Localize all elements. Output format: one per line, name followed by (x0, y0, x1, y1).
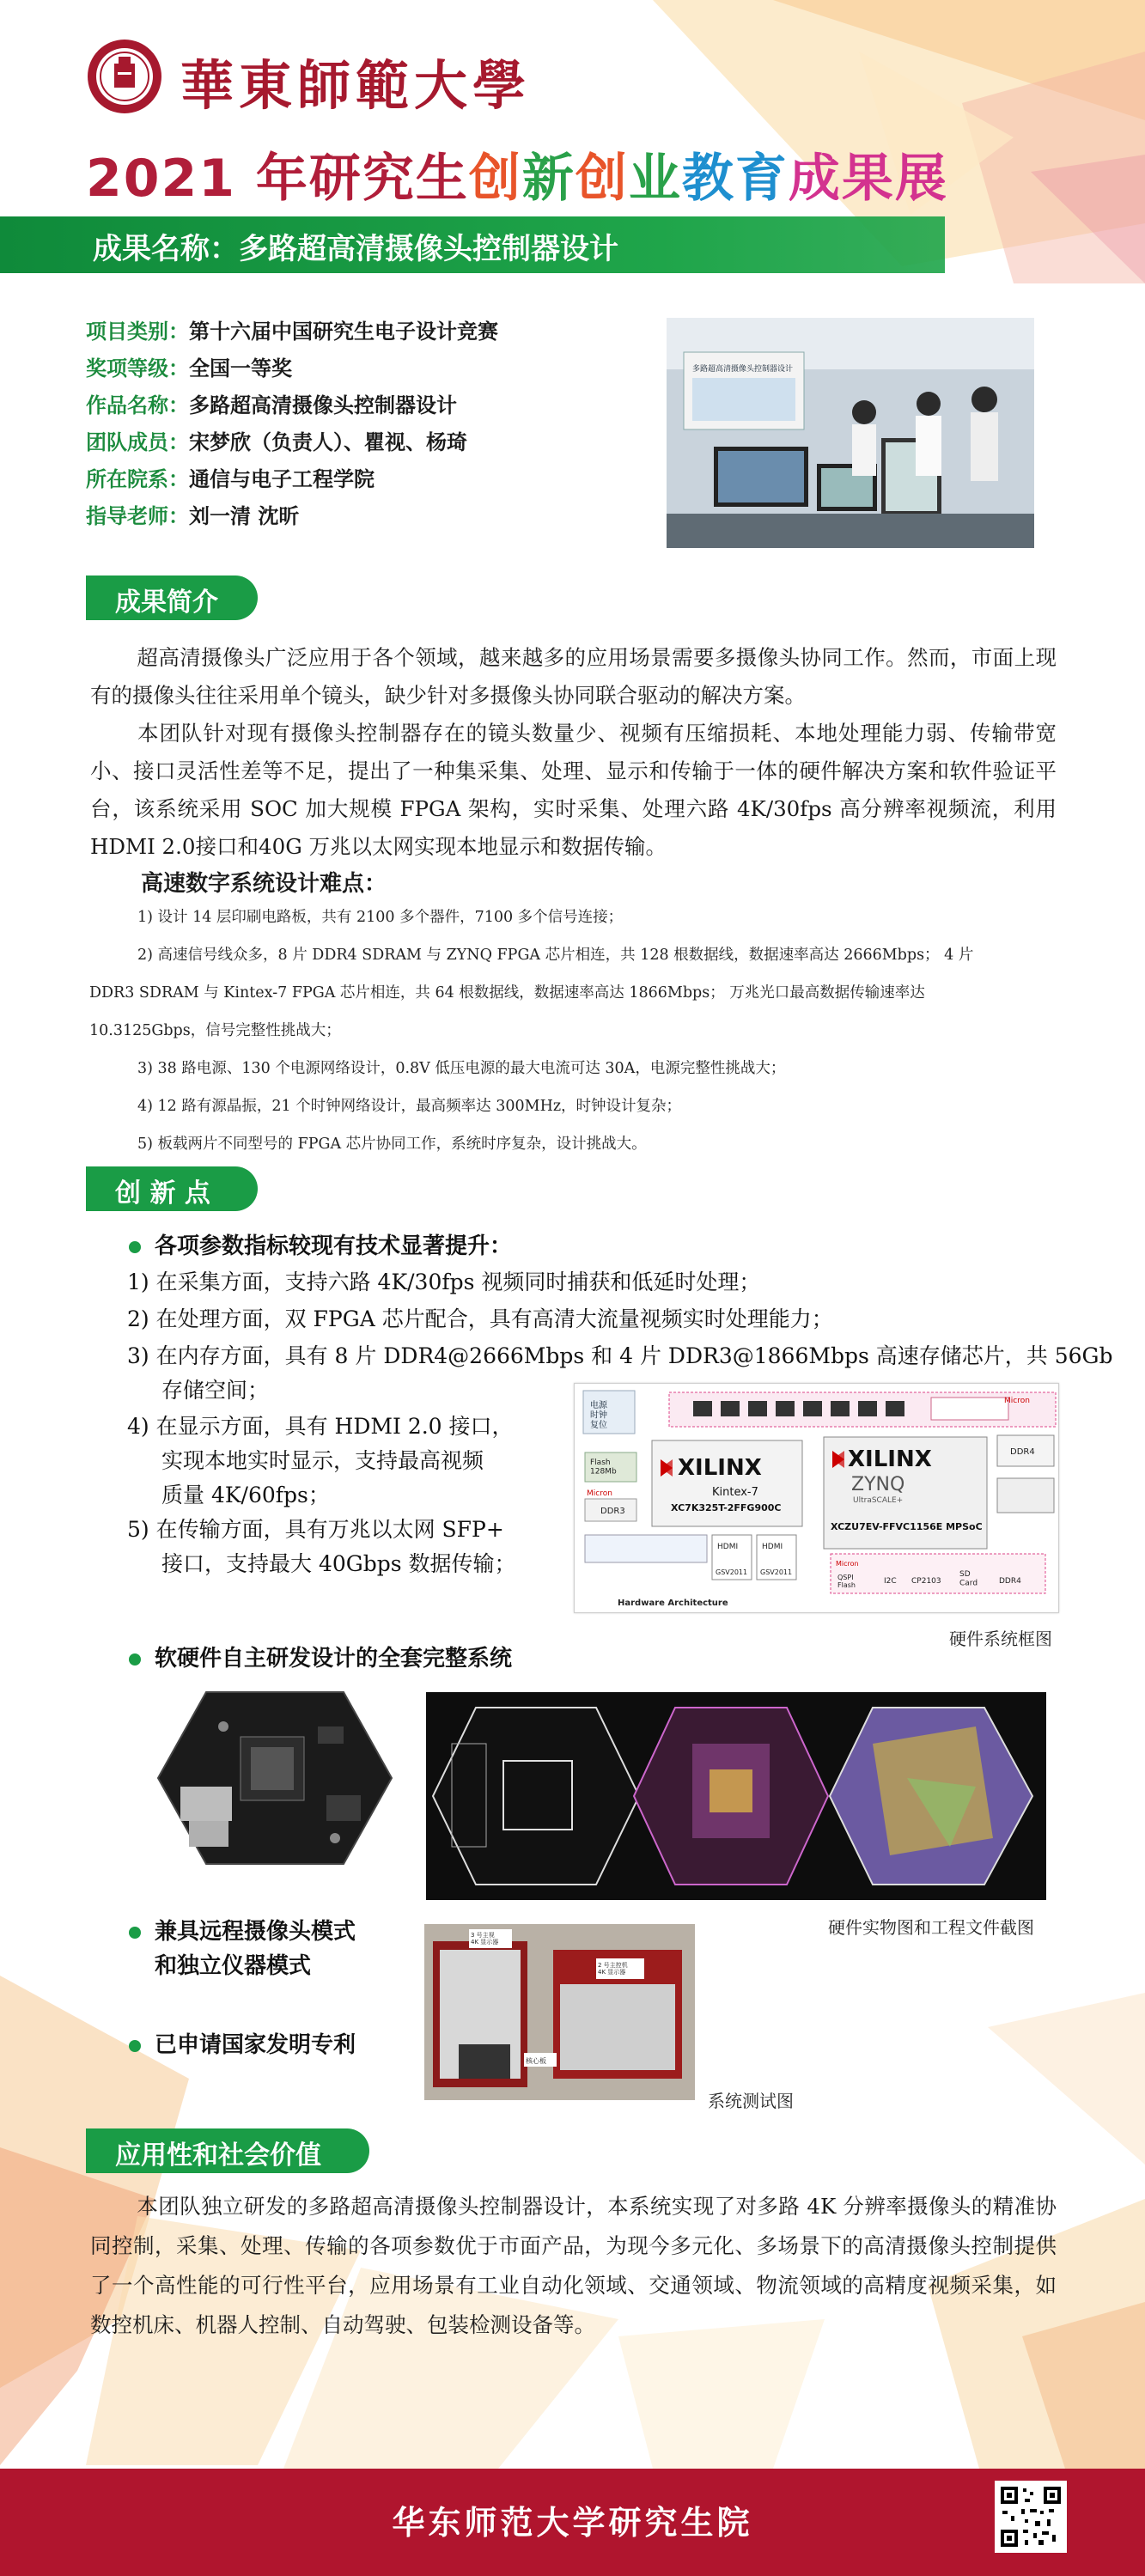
title-char: 创 (575, 149, 629, 209)
test-label-3: 核心板 (526, 2057, 546, 2065)
bullet-dot (129, 1653, 141, 1666)
qr-code-icon (995, 2481, 1067, 2553)
value-paragraph (90, 2187, 1057, 2345)
info-row (86, 425, 467, 455)
innovation-heading-2-text: 软硬件自主研发设计的全套完整系统 (155, 1646, 513, 1672)
hw-power: 电源时钟复位 (590, 1401, 607, 1430)
summary-paragraph-1 (90, 639, 1057, 715)
bullet-dot (129, 2040, 141, 2052)
innovation-item: 3) 在内存方面，具有 8 片 DDR4@2666Mbps 和 4 片 DDR3@1866Mbps 高速存储芯片，共 56Gb (127, 1343, 1113, 1368)
difficulty-item: 2) 高速信号线众多，8 片 DDR4 SDRAM 与 ZYNQ FPGA 芯片相连，共 128 根数据线，数据速率高达 2666Mbps； 4 片 (137, 947, 974, 964)
info-key: 团队成员： (86, 429, 189, 454)
title-char: 教育 (681, 149, 789, 209)
innovation-heading-3b: 和独立仪器模式 (155, 1953, 312, 1979)
section-tag-summary: 成果简介 (86, 575, 258, 620)
university-logo (86, 38, 163, 115)
hw-right-brand: XILINX (848, 1446, 932, 1472)
info-key: 奖项等级： (86, 356, 189, 381)
summary-paragraph-2 (90, 715, 1057, 866)
footer-text: 华东师范大学研究生院 (392, 2503, 753, 2542)
caption-layout: 硬件实物图和工程文件截图 (828, 1917, 1034, 1938)
info-key: 所在院系： (86, 466, 189, 491)
hw-micron-1: Micron (587, 1489, 612, 1498)
innovation-heading-2 (129, 1641, 512, 1672)
innovation-item: 1) 在采集方面，支持六路 4K/30fps 视频同时捕获和低延时处理； (127, 1270, 761, 1294)
caption-test: 系统测试图 (708, 2091, 794, 2111)
hw-gsv1: GSV2011 (716, 1568, 748, 1576)
hw-caption: Hardware Architecture (618, 1599, 728, 1608)
summary-text-1: 超高清摄像头广泛应用于各个领域，越来越多的应用场景需要多摄像头协同工作。然而，市面上现有的摄像头往往采用单个镜头，缺少针对多摄像头协同联合驱动的解决方案。 (90, 645, 1057, 708)
section-tag-innovation: 创 新 点 (86, 1166, 258, 1211)
info-value: 多路超高清摄像头控制器设计 (189, 393, 457, 417)
bullet-dot (129, 1927, 141, 1939)
photo-board-text: 多路超高清摄像头控制器设计 (692, 365, 794, 374)
innovation-heading-3 (129, 1914, 356, 1946)
difficulty-item: 4) 12 路有源晶振，21 个时钟网络设计，最高频率达 300MHz，时钟设计复杂； (137, 1098, 682, 1115)
hw-ddr4a: DDR4 (1010, 1447, 1035, 1457)
project-name-title: 成果名称：多路超高清摄像头控制器设计 (93, 232, 618, 266)
title-part1: 2021 年研究生 (86, 149, 469, 209)
innovation-item: 实现本地实时显示，支持最高视频 (161, 1448, 484, 1473)
difficulties-title: 高速数字系统设计难点： (141, 871, 387, 897)
section-tag-value: 应用性和社会价值 (86, 2128, 369, 2173)
hw-gsv2: GSV2011 (760, 1568, 793, 1576)
info-value: 宋梦欣（负责人）、瞿视、杨琦 (189, 429, 467, 454)
hw-ddr4b: DDR4 (999, 1577, 1021, 1586)
bullet-dot (129, 1241, 141, 1253)
title-char: 业 (628, 149, 682, 209)
hw-ddr3: DDR3 (600, 1507, 625, 1516)
info-value: 第十六届中国研究生电子设计竞赛 (189, 319, 498, 344)
university-name: 華東師範大學 (180, 54, 532, 117)
innovation-item: 质量 4K/60fps； (161, 1483, 330, 1507)
hw-qspi: QSPI Flash (837, 1574, 856, 1590)
info-row (86, 351, 292, 381)
info-key: 指导老师： (86, 503, 189, 528)
hw-left-part: XC7K325T-2FFG900C (671, 1502, 782, 1513)
hardware-architecture-diagram (574, 1383, 1059, 1613)
innovation-heading-4 (129, 2027, 356, 2059)
value-text: 本团队独立研发的多路超高清摄像头控制器设计，本系统实现了对多路 4K 分辨率摄像头的精准协同控制，采集、处理、传输的各项参数优于市面产品，为现今多元化、多场景下的高清摄像头控制提供了一个高性能的可行性平台，应用场景有工业自动化领域、交通领域、物流领域的高精度视频采集，如数控机床、机器人控制、自动驾驶、包装检测设备等。 (90, 2194, 1057, 2337)
innovation-item: 接口，支持最大 40Gbps 数据传输； (161, 1551, 516, 1576)
info-value: 通信与电子工程学院 (189, 466, 375, 491)
hw-right-sub: UltraSCALE+ (853, 1496, 904, 1505)
test-label-2: 2 号主控机 4K 显示器 (598, 1962, 628, 1976)
innovation-heading-4-text: 已申请国家发明专利 (155, 2032, 356, 2058)
info-row (86, 388, 457, 418)
innovation-heading-3a-text: 兼具远程摄像头模式 (155, 1919, 356, 1945)
info-value: 刘一清 沈昕 (189, 503, 300, 528)
info-value: 全国一等奖 (189, 356, 292, 381)
system-test-photo (424, 1924, 695, 2100)
info-row (86, 462, 375, 492)
hw-micron-2: Micron (836, 1560, 859, 1568)
innovation-item: 存储空间； (161, 1378, 270, 1403)
title-char: 创 (468, 149, 522, 209)
team-photo (667, 318, 1034, 548)
caption-hardware-diagram: 硬件系统框图 (949, 1629, 1052, 1649)
innovation-heading-1 (129, 1228, 512, 1260)
info-key: 项目类别： (86, 319, 189, 344)
info-key: 作品名称： (86, 393, 189, 417)
innovation-item: 4) 在显示方面，具有 HDMI 2.0 接口， (127, 1414, 514, 1439)
hw-cp: CP2103 (911, 1577, 941, 1586)
innovation-item: 2) 在处理方面，双 FPGA 芯片配合，具有高清大流量视频实时处理能力； (127, 1306, 833, 1331)
difficulty-item: DDR3 SDRAM 与 Kintex-7 FPGA 芯片相连，共 64 根数据线，数据速率高达 1866Mbps； 万兆光口最高数据传输速率达 (89, 984, 925, 1002)
info-row (86, 314, 498, 344)
title-char: 新 (521, 149, 576, 209)
exhibition-title (86, 137, 948, 211)
innovation-item: 5) 在传输方面，具有万兆以太网 SFP+ (127, 1517, 504, 1542)
hw-i2c: I2C (884, 1577, 897, 1586)
hw-right-part: XCZU7EV-FFVC1156E MPSoC (831, 1521, 983, 1532)
hw-hdmi2: HDMI (762, 1543, 783, 1551)
difficulty-item: 10.3125Gbps，信号完整性挑战大； (89, 1022, 341, 1039)
info-row (86, 499, 299, 529)
hw-hdmi1: HDMI (717, 1543, 739, 1551)
hw-left-family: Kintex-7 (712, 1486, 758, 1499)
test-label-1: 3 号主视 4K 显示器 (471, 1932, 499, 1946)
summary-text-2: 本团队针对现有摄像头控制器存在的镜头数量少、视频有压缩损耗、本地处理能力弱、传输带宽小、接口灵活性差等不足，提出了一种集采集、处理、显示和传输于一体的硬件解决方案和软件验证平台，该系统采用 SOC 加大规模 FPGA 架构，实时采集、处理六路 4K/30fps 高分辨率视频流，利用 HDMI 2.0接口和40G 万兆以太网实现本地显示和数据传输。 (90, 721, 1057, 859)
difficulty-item: 1) 设计 14 层印刷电路板，共有 2100 多个器件，7100 多个信号连接； (137, 909, 624, 926)
hw-flash: Flash 128Mb (590, 1459, 617, 1477)
hw-left-brand: XILINX (678, 1455, 762, 1481)
hw-micron-top: Micron (1004, 1397, 1030, 1405)
hw-right-family: ZYNQ (851, 1474, 905, 1495)
difficulty-item: 5) 板载两片不同型号的 FPGA 芯片协同工作，系统时序复杂，设计挑战大。 (137, 1136, 647, 1153)
pcb-board-photo (155, 1684, 395, 1873)
title-char: 成果展 (788, 149, 948, 209)
difficulty-item: 3) 38 路电源、130 个电源网络设计，0.8V 低压电源的最大电流可达 30A，电源完整性挑战大； (137, 1060, 786, 1077)
pcb-layout-screenshots (426, 1692, 1046, 1900)
innovation-heading-1-text: 各项参数指标较现有技术显著提升： (155, 1233, 513, 1259)
hw-sd: SD Card (959, 1570, 978, 1588)
